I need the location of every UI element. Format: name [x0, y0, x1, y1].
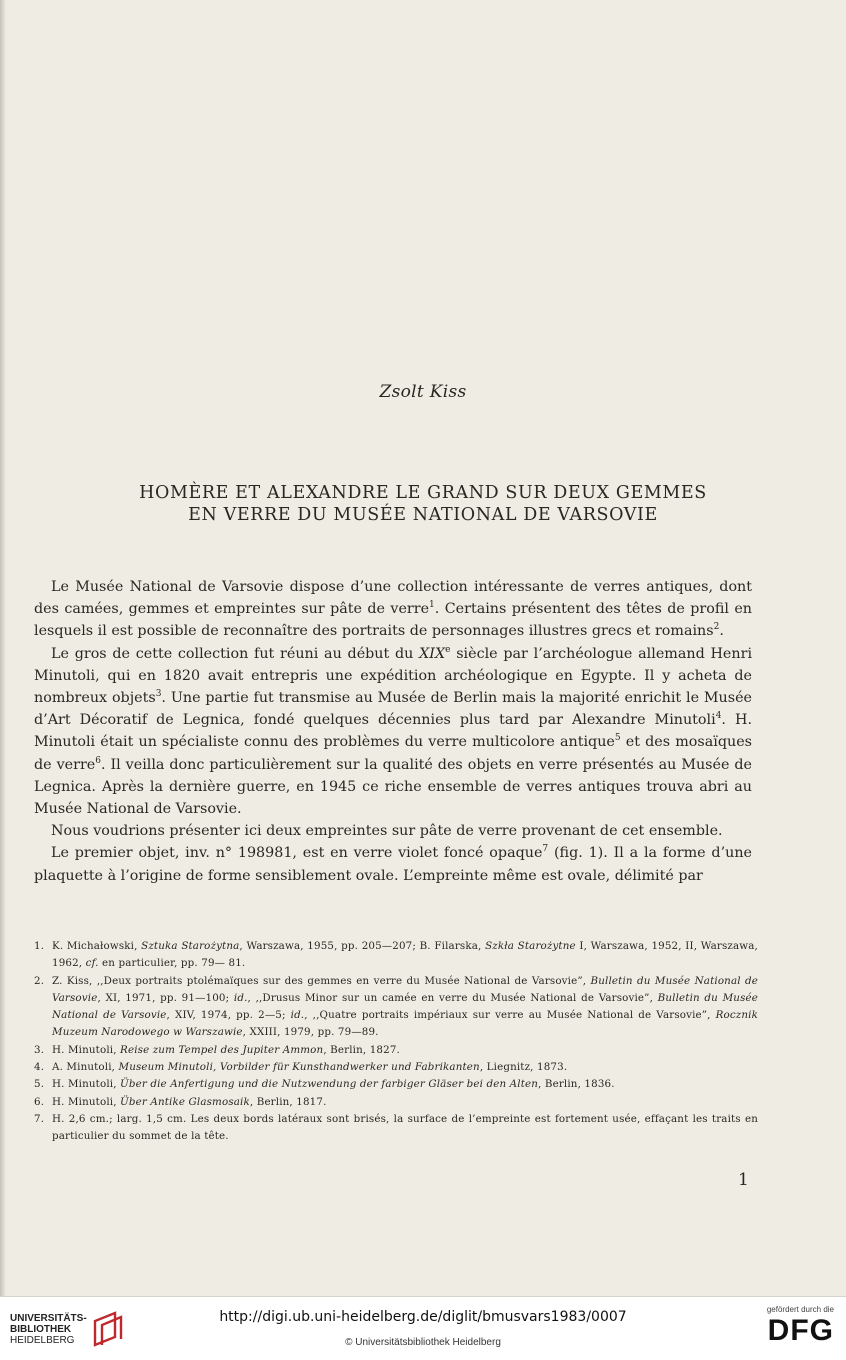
footnote-ref[interactable]: 2	[713, 622, 720, 633]
footnote-ref[interactable]: 1	[429, 600, 435, 611]
copyright-notice: © Universitätsbibliothek Heidelberg	[345, 1337, 501, 1348]
footnote: 4. A. Minutoli, Museum Minutoli, Vorbilder für Kunsthandwerker und Fabrikanten, Liegnitz, 1873.	[34, 1061, 568, 1074]
footnote-ref[interactable]: 3	[155, 689, 162, 700]
article-title	[40, 482, 806, 526]
footnote-ref[interactable]: 6	[95, 755, 101, 766]
title-line: HOMÈRE ET ALEXANDRE LE GRAND SUR DEUX GEMMES	[139, 483, 707, 503]
dfg-funding-logo[interactable]	[767, 1305, 834, 1346]
permalink-url[interactable]: http://digi.ub.uni-heidelberg.de/diglit/bmusvars1983/0007	[219, 1309, 627, 1325]
paragraph: Le premier objet, inv. n° 198981, est en verre violet foncé opaque$^7$ (fig. 1). Il a la forme d’une plaquette à l’origine de forme sensiblement ovale. L’empreinte même est ovale, délimité par	[34, 844, 752, 884]
footnote: 7. H. 2,6 cm.; larg. 1,5 cm. Les deux bords latéraux sont brisés, la surface de l’empreinte est fortement usée, effaçant les traits en particulier du sommet de la tête.	[34, 1112, 758, 1143]
library-name-line: BIBLIOTHEK	[10, 1323, 72, 1335]
page-edge-shadow	[0, 0, 6, 1296]
footnotes	[34, 938, 758, 1146]
funded-by-label: gefördert durch die	[766, 1305, 834, 1314]
paragraph: Nous voudrions présenter ici deux empreintes sur pâte de verre provenant de cet ensemble.	[51, 823, 723, 840]
footnote: 5. H. Minutoli, Über die Anfertigung und die Nutzwendung der farbiger Gläser bei den Alten, Berlin, 1836.	[34, 1078, 615, 1091]
footnote: 6. H. Minutoli, Über Antike Glasmosaik, Berlin, 1817.	[34, 1095, 327, 1108]
footnote: 1. K. Michałowski, Sztuka Starożytna, Warszawa, 1955, pp. 205—207; B. Filarska, Szkła Starożytne I, Warszawa, 1952, II, Warszawa, 1962, cf. en particulier, pp. 79— 81.	[34, 940, 758, 970]
footnote-ref[interactable]: 7	[542, 844, 549, 855]
library-name-line: HEIDELBERG	[10, 1334, 75, 1346]
footnote-ref[interactable]: 4	[715, 711, 722, 722]
digitization-footer	[0, 1296, 846, 1360]
footnote-ref[interactable]: 5	[614, 733, 621, 744]
dfg-logo-icon: DFG	[767, 1314, 834, 1347]
article-body	[34, 576, 752, 887]
paragraph: Le gros de cette collection fut réuni au début du XIXe siècle par l’archéologue allemand Henri Minutoli, qui en 1820 avait entrepris une expédition archéologique en Egypte. Il y acheta de nombreux objets$^3$. Une partie fut transmise au Musée de Berlin mais la majorité enrichit le Musée d’Art Décoratif de Legnica, fondé quelques décennies plus tard par Alexandre Minutoli$^4$. H. Minutoli était un spécialiste connu des problèmes du verre multicolore antique$^5$ et des mosaïques de verre$^6$. Il veilla donc particulièrement sur la qualité des objets en verre présentés au Musée de Legnica. Après la dernière guerre, en 1945 ce riche ensemble de verres antiques trouva abri au Musée National de Varsovie.	[34, 644, 753, 818]
footnote: 2. Z. Kiss, ,,Deux portraits ptolémaïques sur des gemmes en verre du Musée National de Varsovie”, Bulletin du Musée National de Varsovie, XI, 1971, pp. 91—100; id., ,,Drusus Minor sur un camée en verre du Musée National de Varsovie”, Bulletin du Musée National de Varsovie, XIV, 1974, pp. 2—5; id., ,,Quatre portraits impériaux sur verre au Musée National de Varsovie”, Rocznik Muzeum Narodowego w Warszawie, XXIII, 1979, pp. 79—89.	[34, 974, 759, 1039]
page-number: 1	[738, 1170, 749, 1190]
paragraph: Le Musée National de Varsovie dispose d’une collection intéressante de verres antiques, dont des camées, gemmes et empreintes sur pâte de verre$^1$. Certains présentent des têtes de profil en lesquels il est possible de reconnaître des portraits de personnages illustres grecs et romains$^2$.	[34, 579, 752, 640]
library-name-line: UNIVERSITÄTS-	[10, 1312, 87, 1324]
title-line: EN VERRE DU MUSÉE NATIONAL DE VARSOVIE	[188, 505, 658, 525]
author-name: Zsolt Kiss	[379, 382, 467, 402]
footnote: 3. H. Minutoli, Reise zum Tempel des Jupiter Ammon, Berlin, 1827.	[34, 1043, 400, 1056]
